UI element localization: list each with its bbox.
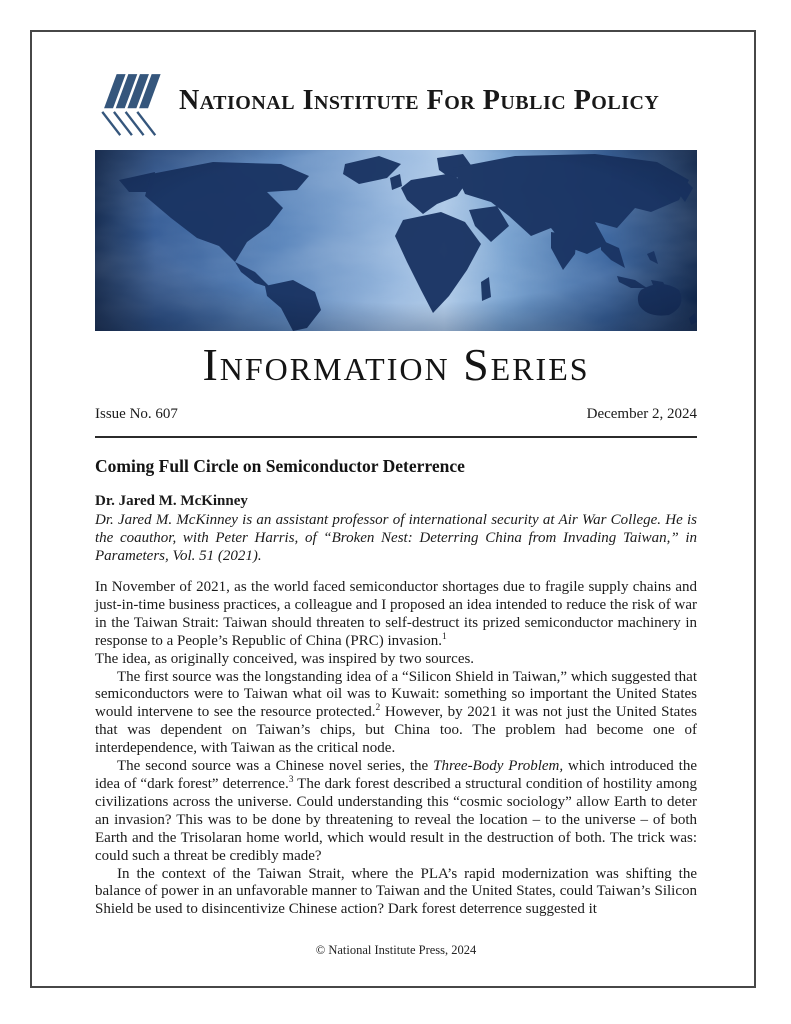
paragraph-2 [95, 651, 697, 669]
paragraph-text: The second source was a Chinese novel series, the [117, 758, 434, 775]
issue-date: December 2, 2024 [586, 406, 697, 422]
world-map-image [95, 150, 697, 331]
paragraph-text: The first source was the longstanding idea of a “Silicon Shield in Taiwan,” which suggested that semiconductors were to Taiwan what oil was to Kuwait: something so important the United States would intervene to see the resource protected. [95, 668, 697, 721]
issue-row [95, 406, 697, 423]
paragraph-text: In the context of the Taiwan Strait, where the PLA’s rapid modernization was shifting the balance of power in an unfavorable manner to Taiwan and the United States, could Taiwan’s Silicon Shield be used to disincentivize Chinese action? Dark forest deterrence suggested it [95, 865, 697, 918]
paragraph-text: In November of 2021, as the world faced semiconductor shortages due to fragile supply chains and just-in-time business practices, a colleague and I proposed an idea intended to reduce the risk of war in the Taiwan Strait: Taiwan should threaten to self-destruct its prized semiconductor machinery in response to a People’s Republic of China (PRC) invasion. [95, 579, 697, 649]
footnote-ref-3: 3 [288, 774, 294, 785]
paragraph-text: The dark forest described a structural condition of hostility among civilizations across the universe. Could understanding this “cosmic sociology” allow Earth to deter an invasion? This was to be done by threatening to reveal the location – to the universe – of both Earth and the Trisolaran home world, which would result in the destruction of both. The trick was: could such a threat be credibly made? [95, 775, 697, 864]
author-bio: Dr. Jared M. McKinney is an assistant professor of international security at Air War College. He is the coauthor, with Peter Harris, of “Broken Nest: Deterring China from Invading Taiwan,” in Parameters, Vol. 51 (2021). [95, 512, 697, 565]
article-body [95, 579, 697, 919]
paragraph-text: The idea, as originally conceived, was inspired by two sources. [95, 650, 475, 667]
org-name: National Institute For Public Policy [179, 85, 660, 116]
footnote-ref-2: 2 [375, 703, 381, 714]
footnote-ref-1: 1 [442, 631, 447, 642]
page-content [95, 0, 697, 1024]
issue-number: Issue No. 607 [95, 406, 178, 422]
author-name: Dr. Jared M. McKinney [95, 493, 248, 509]
copyright-footer: © National Institute Press, 2024 [315, 943, 477, 957]
paragraph-4 [95, 758, 697, 865]
series-masthead: Information Series [202, 339, 590, 390]
nipp-logo-icon [95, 67, 167, 137]
paragraph-1 [95, 579, 697, 651]
world-map-banner [95, 150, 697, 331]
org-header [95, 60, 697, 142]
paragraph-5 [95, 866, 697, 920]
paragraph-text: which introduced the idea of “dark forest” deterrence. [95, 758, 697, 792]
paragraph-text: However, by 2021 it was not just the United States that was dependent on Taiwan’s chips, but China too. The problem had become one of interdependence, with Taiwan as the critical node. [95, 704, 698, 757]
book-title-italic: Three-Body Problem, [433, 758, 564, 775]
paragraph-3 [95, 669, 697, 759]
article-title: Coming Full Circle on Semiconductor Deterrence [95, 456, 465, 476]
divider-rule [95, 436, 697, 438]
